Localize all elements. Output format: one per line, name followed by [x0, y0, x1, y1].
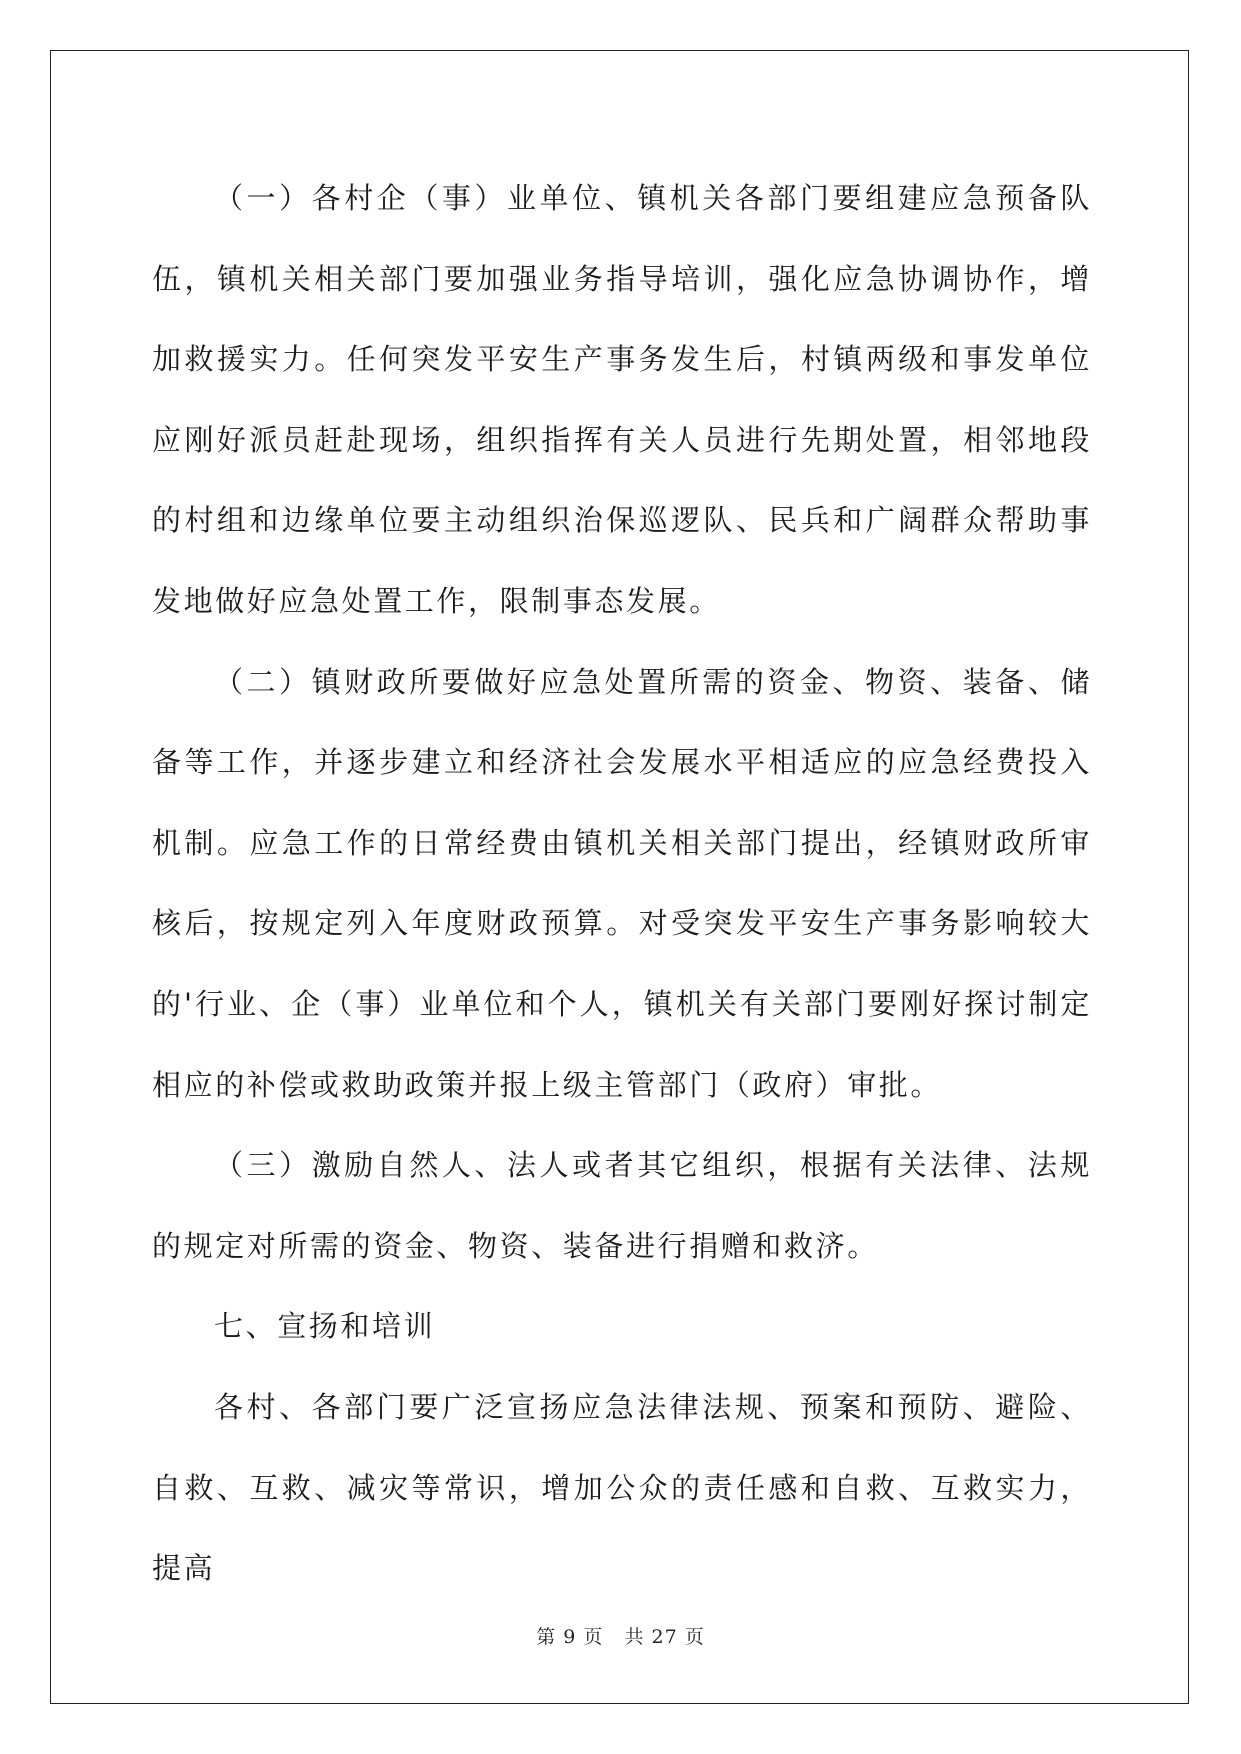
paragraph-emergency-teams: （一）各村企（事）业单位、镇机关各部门要组建应急预备队伍，镇机关相关部门要加强业务指导培训，强化应急协调协作，增加救援实力。任何突发平安生产事务发生后，村镇两级和事发单位应刚好派员赶赴现场，组织指挥有关人员进行先期处置，相邻地段的村组和边缘单位要主动组织治保巡逻队、民兵和广阔群众帮助事发地做好应急处置工作，限制事态发展。 [152, 181, 1092, 618]
document-body [152, 158, 1092, 1609]
section-heading-publicity-training: 七、宣扬和培训 [214, 1309, 436, 1344]
page-number: 第 9 页 [536, 1626, 604, 1648]
page-footer [0, 1622, 1241, 1649]
paragraph-donations: （三）激励自然人、法人或者其它组织，根据有关法律、法规的规定对所需的资金、物资、装备进行捐赠和救济。 [152, 1148, 1092, 1263]
paragraph-publicity: 各村、各部门要广泛宣扬应急法律法规、预案和预防、避险、自救、互救、减灾等常识，增加公众的责任感和自救、互救实力，提高 [152, 1389, 1092, 1586]
paragraph-funding: （二）镇财政所要做好应急处置所需的资金、物资、装备、储备等工作，并逐步建立和经济社会发展水平相适应的应急经费投入机制。应急工作的日常经费由镇机关相关部门提出，经镇财政所审核后，按规定列入年度财政预算。对受突发平安生产事务影响较大的'行业、企（事）业单位和个人，镇机关有关部门要刚好探讨制定相应的补偿或救助政策并报上级主管部门（政府）审批。 [152, 664, 1092, 1102]
page-total: 共 27 页 [624, 1626, 705, 1648]
